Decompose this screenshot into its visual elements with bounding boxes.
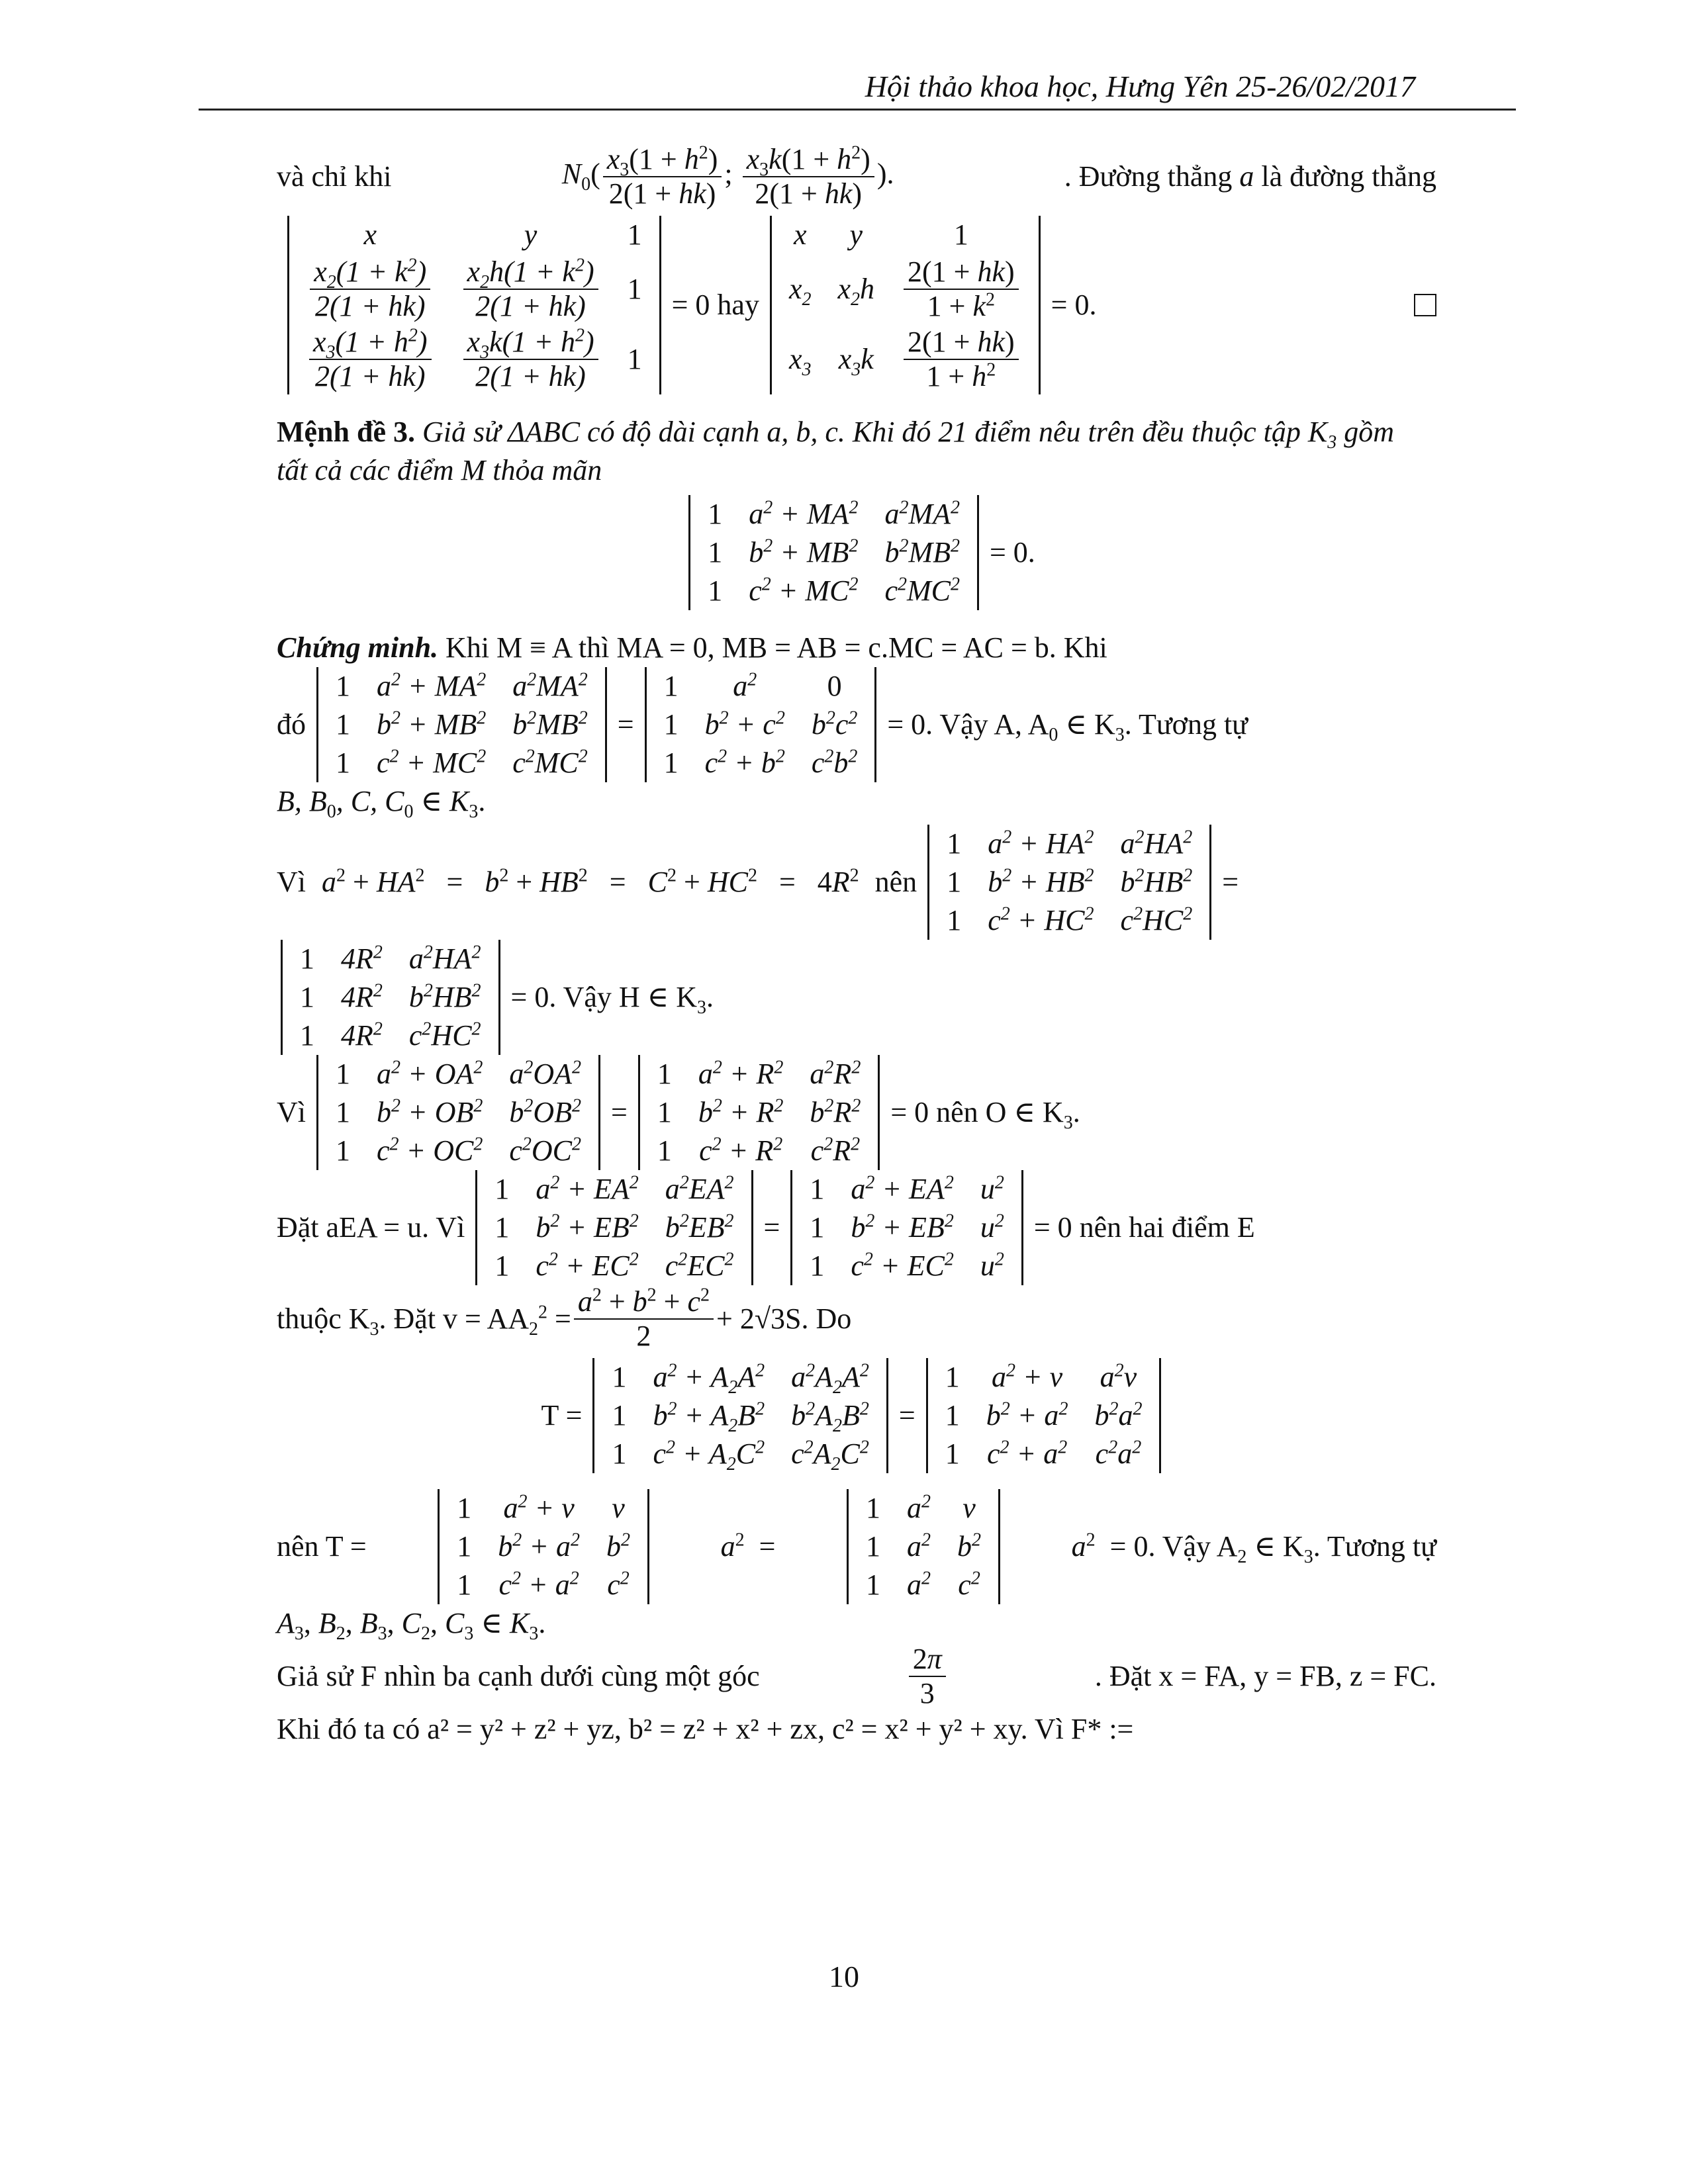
text-vay-h: = 0. Vậy H ∈ $K_3$. — [510, 981, 714, 1018]
text-duong-thang: . Đường thẳng a là đường thẳng — [1064, 160, 1436, 193]
angle-fraction: $\frac{2\pi}{3}$ — [909, 1643, 946, 1710]
text-do: + 2√3S. Do — [716, 1302, 852, 1335]
header-rule — [199, 109, 1516, 111]
determinant-line-a-form2: x y 1 $x_2$ $x_2h$ $\frac{2(1 + hk)}{1 + k^2}$ $x_3$ $x_3k$ $\frac{2(1 + hk)}{1 + h^2}$ — [766, 216, 1045, 394]
determinant-k3-condition: 1 $a^2 + MA^2$ $a^2MA^2$ 1 $b^2 + MB^2$ $b^2MB^2$ 1 $c^2 + MC^2$ $c^2MC^2$ — [684, 495, 983, 610]
h-identity: $a^2 + HA^2 = b^2 + HB^2 = C^2 + HC^2 = 4R^2$ — [322, 865, 859, 898]
proof-line-khi-do: Khi đó ta có a² = y² + z² + yz, b² = z² + x² + zx, c² = x² + y² + xy. Vì F* := — [277, 1713, 1134, 1745]
text-do: đó — [277, 708, 306, 741]
determinant-substituted-a: 1 $a^2$ 0 1 $b^2 + c^2$ $b^2c^2$ 1 $c^2 + b^2$ $c^2b^2$ — [641, 667, 881, 782]
text-vi-2: Vì — [277, 1096, 306, 1128]
text-gia-su-f: Giả sử F nhìn ba cạnh dưới cùng một góc — [277, 1660, 760, 1692]
proposition-label: Mệnh đề 3. — [277, 416, 415, 448]
running-header: Hội thảo khoa học, Hưng Yên 25-26/02/2017 — [865, 69, 1415, 103]
t-definition: T = 1 $a^2 + A_2A^2$ $a^2A_2A^2$ 1 $b^2 + A_2B^2$ $b^2A_2B^2$ 1 $c^2 + A_2C^2$ $c^2A_2C^2$ = 1 $a^2 + v$ $a^2v$ 1 $b^2 + a^2$ $b^2a^2$ 1 $c^2 + a^2$ $c^2a^2$ — [277, 1358, 1436, 1473]
proof-line-o: Vì 1 $a^2 + OA^2$ $a^2OA^2$ 1 $b^2 + OB^2$ $b^2OB^2$ 1 $c^2 + OC^2$ $c^2OC^2$ = 1 $a^2 + R^2$ $a^2R^2$ 1 $b^2 + R^2$ $b^2R^2$ 1 $c^2 + R^2$ $c^2R^2$ = 0 nên O ∈ $K_3$. — [277, 1055, 1436, 1170]
text-nen: nên — [874, 866, 917, 898]
proof-line-2: đó 1 $a^2 + MA^2$ $a^2MA^2$ 1 $b^2 + MB^2$ $b^2MB^2$ 1 $c^2 + MC^2$ $c^2MC^2$ = 1 $a^2$ 0 1 $b^2 + c^2$ $b^2c^2$ 1 $c^2 + b^2$ $c^2b^2$ = 0. Vậy A, $A_0$ ∈ $K_3$. Tương tự — [277, 667, 1436, 782]
text-nen-t: nên T = — [277, 1530, 367, 1563]
line-n0-definition — [277, 143, 1436, 210]
text-va-chi-khi: và chỉ khi — [277, 160, 392, 193]
proof-line-h: Vì $a^2 + HA^2 = b^2 + HB^2 = C^2 + HC^2 = 4R^2$ nên 1 $a^2 + HA^2$ $a^2HA^2$ 1 $b^2 + HB^2$ $b^2HB^2$ 1 $c^2 + HC^2$ $c^2HC^2$ = — [277, 825, 1436, 940]
determinant-o: 1 $a^2 + OA^2$ $a^2OA^2$ 1 $b^2 + OB^2$ $b^2OB^2$ 1 $c^2 + OC^2$ $c^2OC^2$ — [312, 1055, 604, 1170]
proposition-text-1: Giả sử ΔABC có độ dài cạnh a, b, c. Khi đó 21 điểm nêu trên đều thuộc tập $K_3$ gồm — [422, 416, 1395, 453]
proof-line-t: nên T = 1 $a^2 + v$ v 1 $b^2 + a^2$ $b^2$ 1 $c^2 + a^2$ $c^2$ $a^2$ = 1 $a^2$ v 1 $a^2$ $b^2$ 1 $a^2$ $c^2$ $a^2 = 0$. Vậy $A_2$ ∈ $K_3$. Tương tự — [277, 1489, 1436, 1604]
text-nen-o: = 0 nên O ∈ $K_3$. — [890, 1096, 1080, 1133]
determinant-t-factored: 1 $a^2 + v$ v 1 $b^2 + a^2$ $b^2$ 1 $c^2 + a^2$ $c^2$ — [434, 1489, 653, 1604]
text-vay-a-a0: = 0. Vậy A, $A_0$ ∈ $K_3$. Tương tự — [887, 708, 1248, 745]
proof-line-h2 — [277, 940, 1436, 1055]
text-thuoc-k3: thuộc $K_3$. Đặt $v = AA_2^2$ = — [277, 1302, 571, 1340]
t-label: T = — [541, 1399, 583, 1432]
proof-line-3: B, $B_0$, C, $C_0$ ∈ $K_3$. — [277, 785, 486, 822]
v-fraction: $\frac{a^2 + b^2 + c^2}{2}$ — [574, 1285, 714, 1353]
determinant-line-a-form1: x y 1 $\frac{x_2(1 + k^2)}{2(1 + hk)}$ $\frac{x_2h(1 + k^2)}{2(1 + hk)}$ 1 $\frac{x_3(1 + h^2)}{2(1 + hk)}$ $\frac{x_3k(1 + h^2)}{2(1 + hk)}$ 1 — [283, 216, 665, 394]
equals-zero-k3: = 0. — [989, 536, 1035, 569]
equals-zero: = 0. — [1051, 289, 1097, 321]
text-dat-xyz: . Đặt x = FA, y = FB, z = FC. — [1094, 1660, 1436, 1692]
text-dat-e: Đặt aEA = u. Vì — [277, 1211, 465, 1244]
qed-symbol — [1414, 294, 1436, 316]
determinant-t-zero: 1 $a^2$ v 1 $a^2$ $b^2$ 1 $a^2$ $c^2$ — [843, 1489, 1004, 1604]
proposition-text-2: tất cả các điểm M thỏa mãn — [277, 454, 602, 486]
proof-line-e: Đặt aEA = u. Vì 1 $a^2 + EA^2$ $a^2EA^2$ 1 $b^2 + EB^2$ $b^2EB^2$ 1 $c^2 + EC^2$ $c^2EC^2$ = 1 $a^2 + EA^2$ $u^2$ 1 $b^2 + EB^2$ $u^2$ 1 $c^2 + EC^2$ $u^2$ = 0 nên hai điểm E — [277, 1170, 1436, 1285]
text-vay-a2: $a^2 = 0$. Vậy $A_2$ ∈ $K_3$. Tương tự — [1071, 1529, 1436, 1567]
line-a-determinants — [277, 216, 1436, 394]
determinant-m-equals-a: 1 $a^2 + MA^2$ $a^2MA^2$ 1 $b^2 + MB^2$ $b^2MB^2$ 1 $c^2 + MC^2$ $c^2MC^2$ — [312, 667, 611, 782]
proof-text-1: Khi M ≡ A thì MA = 0, MB = AB = c.MC = AC = b. Khi — [445, 631, 1107, 664]
proposition-3 — [277, 413, 1436, 490]
determinant-t-a2: 1 $a^2 + A_2A^2$ $a^2A_2A^2$ 1 $b^2 + A_2B^2$ $b^2A_2B^2$ 1 $c^2 + A_2C^2$ $c^2A_2C^2$ — [588, 1358, 892, 1473]
k3-condition-equation — [277, 495, 1436, 610]
text-nen-e: = 0 nên hai điểm E — [1033, 1211, 1255, 1244]
determinant-h-4r2: 1 $4R^2$ $a^2HA^2$ 1 $4R^2$ $b^2HB^2$ 1 $4R^2$ $c^2HC^2$ — [277, 940, 504, 1055]
proof-line-set-list: $A_3$, $B_2$, $B_3$, $C_2$, $C_3$ ∈ $K_3$. — [277, 1607, 546, 1644]
equals-zero-hay: = 0 hay — [671, 289, 759, 321]
text-vi: Vì — [277, 866, 306, 898]
proof-line-1 — [277, 629, 1436, 667]
determinant-e-u2: 1 $a^2 + EA^2$ $u^2$ 1 $b^2 + EB^2$ $u^2$ 1 $c^2 + EC^2$ $u^2$ — [786, 1170, 1027, 1285]
proof-line-f — [277, 1643, 1436, 1710]
page-body — [277, 143, 1436, 1749]
page-number: 10 — [829, 1960, 859, 1993]
determinant-t-v: 1 $a^2 + v$ $a^2v$ 1 $b^2 + a^2$ $b^2a^2$ 1 $c^2 + a^2$ $c^2a^2$ — [922, 1358, 1166, 1473]
determinant-h: 1 $a^2 + HA^2$ $a^2HA^2$ 1 $b^2 + HB^2$ $b^2HB^2$ 1 $c^2 + HC^2$ $c^2HC^2$ — [923, 825, 1215, 940]
n0-point-expression: $N_0$( $\frac{x_3(1 + h^2)}{2(1 + hk)}$ ; $\frac{x_3k(1 + h^2)}{2(1 + hk)}$ ). — [561, 142, 894, 210]
proof-line-v — [277, 1285, 1436, 1353]
proof-label: Chứng minh. — [277, 631, 439, 664]
determinant-e: 1 $a^2 + EA^2$ $a^2EA^2$ 1 $b^2 + EB^2$ $b^2EB^2$ 1 $c^2 + EC^2$ $c^2EC^2$ — [471, 1170, 757, 1285]
determinant-o-r2: 1 $a^2 + R^2$ $a^2R^2$ 1 $b^2 + R^2$ $b^2R^2$ 1 $c^2 + R^2$ $c^2R^2$ — [634, 1055, 884, 1170]
